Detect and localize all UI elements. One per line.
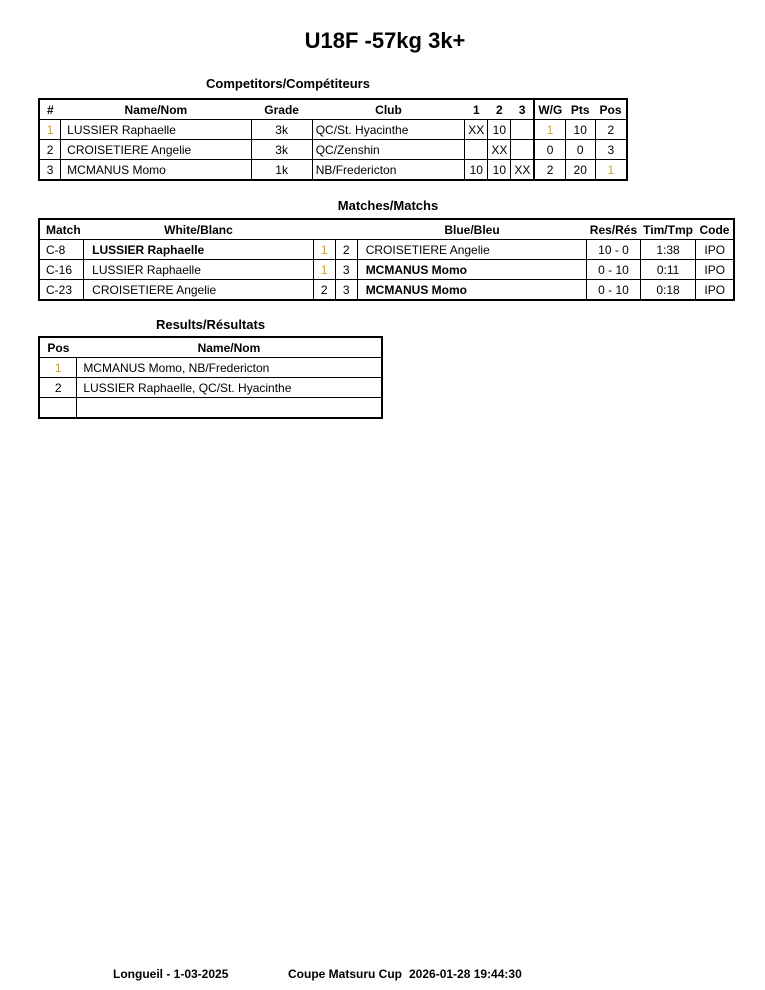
match-white-name: LUSSIER Raphaelle (84, 260, 314, 280)
col-pts-header: Pts (570, 102, 590, 117)
matches-table (38, 218, 735, 301)
competitor-grade: 3k (251, 140, 312, 160)
table-row (39, 120, 627, 140)
match-blue-number: 2 (335, 240, 357, 260)
match-time: 0:18 (640, 280, 696, 301)
result-position: 2 (39, 378, 77, 398)
competitor-club: NB/Fredericton (312, 160, 465, 181)
competitor-round1 (465, 140, 488, 160)
match-white-number: 2 (313, 280, 335, 301)
table-row (39, 140, 627, 160)
col-match-header: Match (46, 222, 81, 237)
match-white-number: 1 (313, 240, 335, 260)
competitor-round2: 10 (488, 120, 511, 140)
competitor-grade: 1k (251, 160, 312, 181)
match-time: 1:38 (640, 240, 696, 260)
competitor-round3: XX (511, 160, 535, 181)
col-round2-header: 2 (495, 102, 503, 117)
match-result: 10 - 0 (587, 240, 640, 260)
col-club-header: Club (375, 102, 402, 117)
match-result: 0 - 10 (587, 260, 640, 280)
footer-event: Coupe Matsuru Cup (288, 967, 402, 981)
competitor-name: MCMANUS Momo (61, 160, 251, 181)
matches-heading: Matches/Matchs (337, 198, 439, 213)
match-code: IPO (696, 280, 734, 301)
match-id: C-16 (39, 260, 84, 280)
col-round3-header: 3 (518, 102, 526, 117)
competitor-grade: 3k (251, 120, 312, 140)
col-grade-header: Grade (264, 102, 299, 117)
page-title: U18F -57kg 3k+ (304, 28, 466, 53)
col-wg-header: W/G (534, 99, 565, 120)
match-white-number: 1 (313, 260, 335, 280)
competitors-header-row (39, 99, 627, 120)
competitor-round2: 10 (488, 160, 511, 181)
competitor-points: 0 (565, 140, 595, 160)
col-white-header: White/Blanc (164, 222, 233, 237)
table-row (39, 280, 734, 301)
table-row (39, 240, 734, 260)
match-result: 0 - 10 (587, 280, 640, 301)
competitor-points: 20 (565, 160, 595, 181)
competitor-number: 2 (39, 140, 61, 160)
col-num-header: # (46, 102, 54, 117)
competitor-number: 1 (39, 120, 61, 140)
match-white-name: CROISETIERE Angelie (84, 280, 314, 301)
col-name-header: Name/Nom (124, 102, 188, 117)
result-name: LUSSIER Raphaelle, QC/St. Hyacinthe (77, 378, 382, 398)
competitor-round2: XX (488, 140, 511, 160)
competitor-position: 1 (595, 160, 627, 181)
competitor-points: 10 (565, 120, 595, 140)
competitor-wins: 1 (534, 120, 565, 140)
competitor-round3 (511, 120, 535, 140)
match-id: C-23 (39, 280, 84, 301)
match-time: 0:11 (640, 260, 696, 280)
match-blue-number: 3 (335, 260, 357, 280)
match-blue-name: MCMANUS Momo (357, 280, 587, 301)
competitor-club: QC/Zenshin (312, 140, 465, 160)
result-position (39, 398, 77, 419)
competitor-name: LUSSIER Raphaelle (61, 120, 251, 140)
results-table (38, 336, 383, 419)
match-blue-name: CROISETIERE Angelie (357, 240, 587, 260)
col-pos-header: Pos (599, 102, 622, 117)
matches-header-row (39, 219, 734, 240)
col-round1-header: 1 (472, 102, 480, 117)
col-time-header: Tim/Tmp (643, 222, 693, 237)
footer-printed-timestamp: 2026-01-28 19:44:30 (409, 967, 522, 981)
competitors-table (38, 98, 628, 181)
match-code: IPO (696, 240, 734, 260)
competitor-wins: 2 (534, 160, 565, 181)
table-row (39, 160, 627, 181)
col-blue-header: Blue/Bleu (444, 222, 500, 237)
competitor-number: 3 (39, 160, 61, 181)
match-blue-number: 3 (335, 280, 357, 301)
result-position: 1 (39, 358, 77, 378)
table-row (39, 398, 382, 419)
match-blue-name: MCMANUS Momo (357, 260, 587, 280)
table-row (39, 260, 734, 280)
table-row (39, 378, 382, 398)
match-white-name: LUSSIER Raphaelle (84, 240, 314, 260)
col-name-header: Name/Nom (197, 340, 261, 355)
competitor-club: QC/St. Hyacinthe (312, 120, 465, 140)
competitor-round3 (511, 140, 535, 160)
col-code-header: Code (699, 222, 730, 237)
competitor-round1: XX (465, 120, 488, 140)
match-id: C-8 (39, 240, 84, 260)
col-pos-header: Pos (47, 340, 70, 355)
col-result-header: Res/Rés (589, 222, 638, 237)
footer-location-date: Longueil - 1-03-2025 (113, 967, 229, 981)
results-heading: Results/Résultats (155, 317, 266, 332)
result-name (77, 398, 382, 419)
competitor-name: CROISETIERE Angelie (61, 140, 251, 160)
competitors-heading: Competitors/Compétiteurs (206, 76, 370, 91)
match-code: IPO (696, 260, 734, 280)
competitor-wins: 0 (534, 140, 565, 160)
results-header-row (39, 337, 382, 358)
competitor-position: 3 (595, 140, 627, 160)
result-name: MCMANUS Momo, NB/Fredericton (77, 358, 382, 378)
competitor-position: 2 (595, 120, 627, 140)
table-row (39, 358, 382, 378)
competitor-round1: 10 (465, 160, 488, 181)
